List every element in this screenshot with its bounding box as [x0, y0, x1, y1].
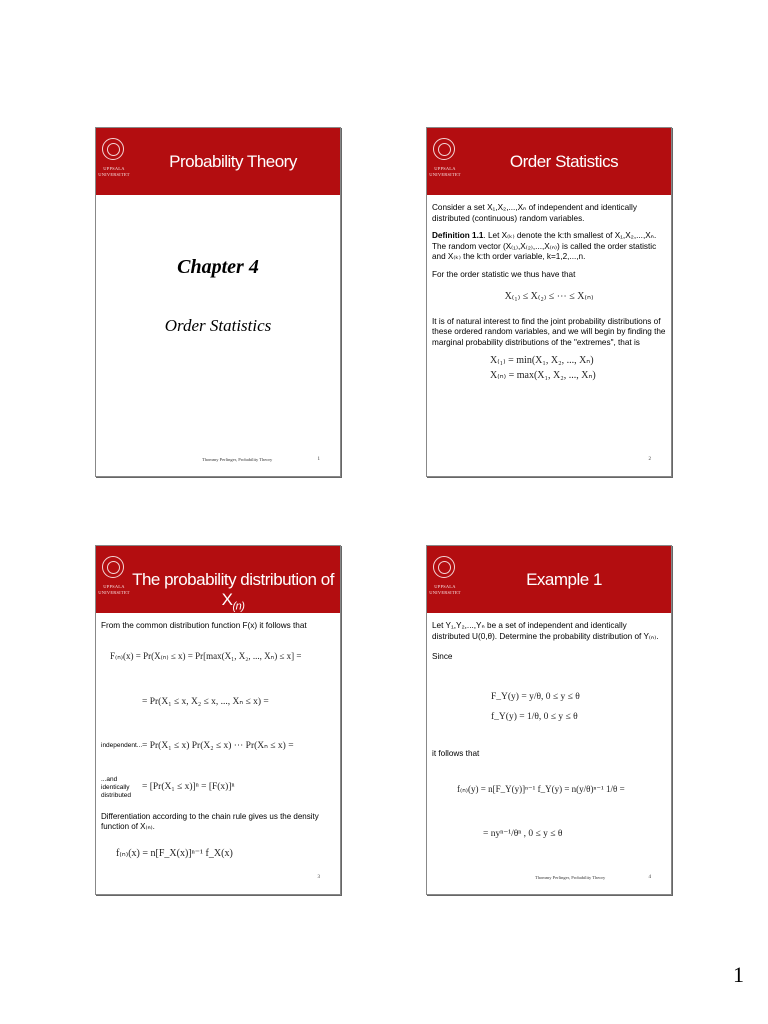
slide-footer: Thommy Perlinger, Probability Theory: [535, 875, 606, 880]
university-logo-text: UPPSALA UNIVERSITET: [98, 584, 130, 595]
paragraph: Since: [432, 652, 453, 661]
equation-cdf: F₍ₙ₎(x) = Pr(X₍ₙ₎ ≤ x) = Pr[max(X₁, X₂, ..., Xₙ) ≤ x] =: [110, 651, 302, 661]
paragraph: From the common distribution function F(x) it follows that: [101, 621, 307, 630]
university-seal-icon: [433, 138, 455, 160]
slide-header: [427, 128, 671, 195]
slide-4: [426, 545, 672, 895]
paragraph: Let Y₁,Y₂,...,Yₙ be a set of independent and identically distributed U(0,θ). Determine the probability distribution of Y₍ₙ₎.: [432, 621, 659, 641]
equation-min: X₍₁₎ = min(X₁, X₂, ..., Xₙ): [490, 355, 594, 366]
equation-density-result: = nyⁿ⁻¹/θⁿ , 0 ≤ y ≤ θ: [483, 829, 563, 839]
slide-title: Probability Theory: [169, 152, 297, 171]
equation-pdf-uniform: f_Y(y) = 1/θ, 0 ≤ y ≤ θ: [491, 712, 578, 722]
page-number: 1: [733, 962, 744, 987]
paragraph: Differentiation according to the chain rule gives us the density function of X₍ₙ₎.: [101, 812, 319, 831]
equation-product: = Pr(X₁ ≤ x) Pr(X₂ ≤ x) ⋯ Pr(Xₙ ≤ x) =: [142, 741, 294, 751]
university-logo-text: UPPSALA UNIVERSITET: [429, 166, 461, 177]
university-seal-icon: [102, 138, 124, 160]
slide-body: [432, 621, 666, 670]
slide-header: [427, 546, 671, 613]
paragraph: Consider a set X₁,X₂,...,Xₙ of independent and identically distributed (continuous) random variables.: [432, 203, 637, 223]
slide-header: [96, 546, 340, 613]
slide-number: 3: [317, 875, 320, 880]
university-seal-icon: [102, 556, 124, 578]
slide-number: 2: [648, 457, 651, 462]
label-identically-distributed: ...and identically distributed: [101, 776, 131, 799]
definition: Definition 1.1. Let X₍ₖ₎ denote the k:th smallest of X₁,X₂,...,Xₙ. The random vector (X₍₁₎,X₍₂₎,...,X₍ₙ₎) is called the order statistic and X₍ₖ₎ the k:th order variable, k=1,2,...,n.: [432, 231, 657, 261]
slide-body: [101, 621, 335, 639]
slide-header: [96, 128, 340, 195]
chapter-heading: Chapter 4: [177, 256, 259, 278]
equation-cdf-uniform: F_Y(y) = y/θ, 0 ≤ y ≤ θ: [491, 692, 580, 702]
slide-number: 1: [317, 457, 320, 462]
slide-2: [426, 127, 672, 477]
paragraph: it follows that: [432, 749, 480, 758]
slide-3: [95, 545, 341, 895]
slide-footer: Thommy Perlinger, Probability Theory: [202, 457, 273, 462]
paragraph: For the order statistic we thus have that: [432, 269, 576, 279]
equation-order: X₍₁₎ ≤ X₍₂₎ ≤ ⋯ ≤ X₍ₙ₎: [504, 291, 594, 302]
slide-number: 4: [648, 875, 651, 880]
slide-title: The probability distribution of $X_{(n)}$: [132, 570, 334, 613]
university-logo-text: UPPSALA UNIVERSITET: [98, 166, 130, 177]
equation-joint: = Pr(X₁ ≤ x, X₂ ≤ x, ..., Xₙ ≤ x) =: [142, 697, 269, 707]
equation-max: X₍ₙ₎ = max(X₁, X₂, ..., Xₙ): [490, 369, 596, 381]
university-seal-icon: [433, 556, 455, 578]
university-logo-text: UPPSALA UNIVERSITET: [429, 584, 461, 595]
paragraph: It is of natural interest to find the joint probability distributions of these ordered random variables, and we will begin by finding the marginal probability distributions of the "extremes", that is: [432, 316, 666, 347]
equation-power: = [Pr(X₁ ≤ x)]ⁿ = [F(x)]ⁿ: [142, 782, 235, 792]
slide-body: [432, 203, 666, 381]
slide-title: Order Statistics: [509, 152, 619, 171]
chapter-subtitle: Order Statistics: [164, 316, 272, 335]
equation-density: f₍ₙ₎(x) = n[F_X(x)]ⁿ⁻¹ f_X(x): [116, 848, 233, 859]
slide-1: [95, 127, 341, 477]
label-independent: independent...: [101, 742, 143, 749]
equation-density-max: f₍ₙ₎(y) = n[F_Y(y)]ⁿ⁻¹ f_Y(y) = n(y/θ)ⁿ⁻¹ 1/θ =: [457, 784, 625, 794]
slide-title: Example 1: [526, 570, 602, 589]
